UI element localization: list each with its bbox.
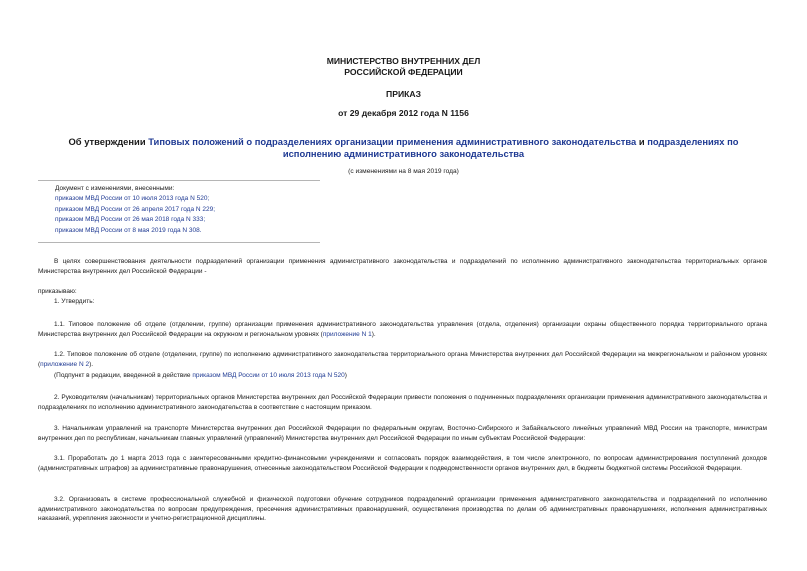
paragraph-intro: В целях совершенствования деятельности подразделений организации применения административного законодательства и подразделений по исполнению административного законодательства территориальных органов Министерства внутренних дел Российской Федерации -	[38, 258, 767, 275]
paragraph-1-2-end: ).	[89, 360, 94, 368]
changes-block	[55, 184, 215, 236]
note-order-link[interactable]: приказом МВД России от 10 июля 2013 года N 520	[192, 372, 345, 379]
appendix-1-link[interactable]: приложение N 1	[322, 330, 372, 338]
document-date-number: от 29 декабря 2012 года N 1156	[338, 108, 469, 118]
note-text: (Подпункт в редакции, введенной в действие	[54, 372, 193, 379]
paragraph-3-1: 3.1. Проработать до 1 марта 2013 года с заинтересованными кредитно-финансовыми учреждениями и согласовать порядок взаимодействия, в том числе электронного, по вопросам администрирования поступлений доходов (административных штрафов) за административные правонарушения, отнесенные законодательством Российской Федерации к подведомственности органов внутренних дел, в бюджеты бюджетной системы Российской Федерации.	[38, 455, 767, 472]
title-middle: и	[636, 136, 648, 147]
document-title	[40, 136, 767, 160]
paragraph-order: приказываю:	[38, 288, 77, 295]
paragraph-1-2-text: 1.2. Типовое положение об отделе (отделении, группе) по исполнению административного законодательства территориального органа Министерства внутренних дел Российской Федерации на межрегиональном и районном уровнях (	[38, 351, 767, 368]
document-type: ПРИКАЗ	[386, 89, 421, 99]
paragraph-3-2: 3.2. Организовать в системе профессиональной служебной и физической подготовки обучение сотрудников подразделений организации применения административного законодательства и подразделений по исполнению административного законодательства по вопросам предупреждения, пресечения административных правонарушений, осуществления производства по делам об административных правонарушениях, исполнения административных наказаний, укрепления законности и учетно-регистрационной дисциплины.	[38, 496, 767, 523]
paragraph-2: 2. Руководителям (начальникам) территориальных органов Министерства внутренних дел Российской Федерации привести положения о подчиненных подразделениях организации применения административного законодательства и подразделениях по исполнению административного законодательства в соответствие с настоящим приказом.	[38, 394, 767, 411]
paragraph-1-2	[38, 350, 767, 369]
revision-note: (с изменениями на 8 мая 2019 года)	[348, 168, 459, 175]
change-link-4[interactable]: приказом МВД России от 8 мая 2019 года N 308.	[55, 226, 202, 234]
change-link-2[interactable]: приказом МВД России от 26 апреля 2017 года N 229;	[55, 205, 216, 213]
change-link-3[interactable]: приказом МВД России от 26 мая 2018 года N 333;	[55, 216, 206, 224]
paragraph-1-1-text: 1.1. Типовое положение об отделе (отделении, группе) организации применения административного законодательства управления (отдела, отделения) организации охраны общественного порядка территориального органа Министерства внутренних дел Российской Федерации на окружном и региональном уровнях (	[38, 321, 767, 338]
title-prefix: Об утверждении	[68, 136, 149, 147]
paragraph-1-1-end: ).	[371, 330, 376, 338]
paragraph-1: 1. Утвердить:	[54, 298, 95, 305]
note-end: )	[344, 372, 347, 379]
paragraph-1-1	[38, 320, 767, 339]
title-link-subdivisions[interactable]: подразделениях по исполнению административного законодательства	[282, 136, 739, 159]
appendix-2-link[interactable]: приложение N 2	[40, 360, 90, 368]
changes-top-divider	[38, 180, 320, 181]
title-link-typical-provisions[interactable]: Типовых положений о подразделениях организации применения административного законодательства	[148, 136, 637, 147]
paragraph-1-2-note	[38, 371, 767, 381]
paragraph-3: 3. Начальникам управлений на транспорте Министерства внутренних дел Российской Федерации по федеральным округам, Восточно-Сибирского и Забайкальского линейных управлений МВД России на транспорте, министрам внутренних дел по республикам, начальникам главных управлений (управлений) Министерства внутренних дел Российской Федерации по иным субъектам Российской Федерации:	[38, 425, 767, 442]
change-link-1[interactable]: приказом МВД России от 10 июля 2013 года N 520;	[55, 195, 210, 203]
ministry-name-line1: МИНИСТЕРСТВО ВНУТРЕННИХ ДЕЛ	[326, 56, 481, 66]
changes-intro: Документ с изменениями, внесенными:	[55, 185, 175, 192]
changes-bottom-divider	[38, 242, 320, 243]
ministry-name-line2: РОССИЙСКОЙ ФЕДЕРАЦИИ	[344, 67, 463, 77]
